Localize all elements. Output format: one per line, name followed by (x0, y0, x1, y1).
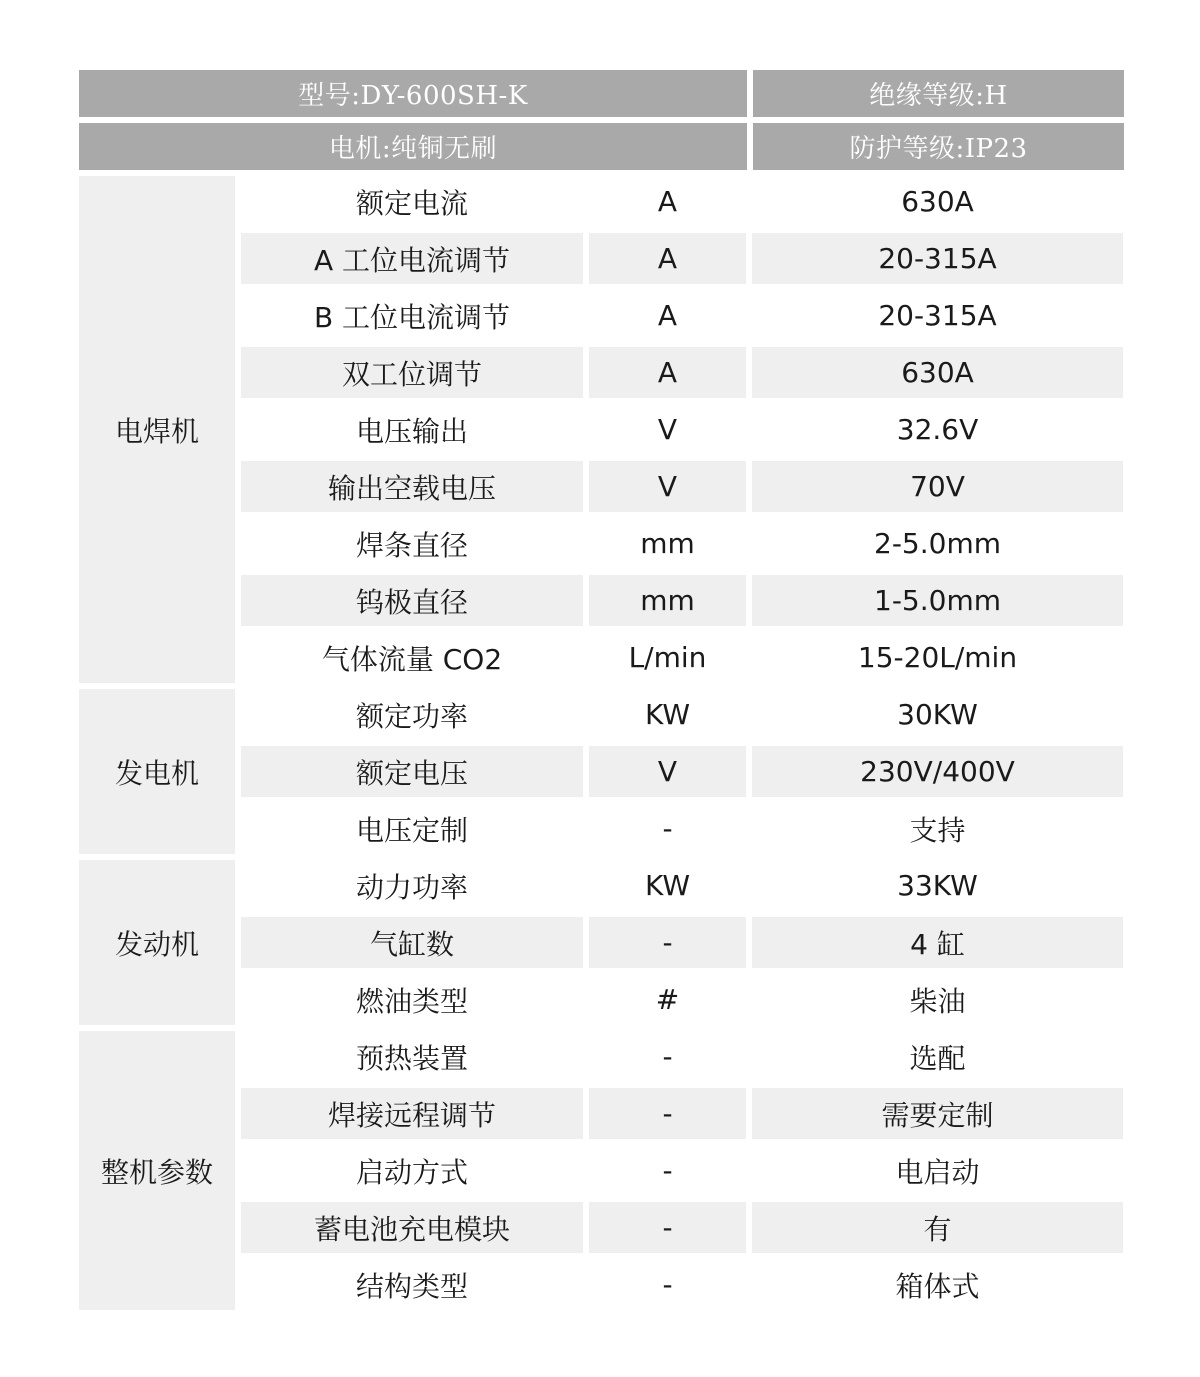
header-row-2 (79, 123, 1124, 170)
table-row (241, 974, 1124, 1025)
value-cell: 32.6V (896, 413, 979, 446)
value-cell: 柴油 (909, 984, 966, 1018)
value-cell: 支持 (909, 813, 966, 847)
value-cell: 有 (752, 1202, 1123, 1253)
group-name: 发动机 (79, 860, 235, 1025)
param-cell: 焊接远程调节 (241, 1088, 583, 1139)
unit-cell: mm (640, 527, 695, 560)
unit-cell: A (589, 347, 746, 398)
unit-cell: - (662, 1268, 673, 1301)
unit-cell: mm (589, 575, 746, 626)
param-cell: B 工位电流调节 (313, 300, 511, 334)
group-section (79, 689, 1124, 854)
table-body (79, 176, 1124, 1310)
table-row (241, 1088, 1124, 1139)
table-row (241, 290, 1124, 341)
value-cell: 选配 (909, 1041, 966, 1075)
table-row (241, 803, 1124, 854)
unit-cell: KW (644, 869, 691, 902)
table-row (241, 347, 1124, 398)
table-row (241, 746, 1124, 797)
table-row (241, 518, 1124, 569)
value-cell: 需要定制 (752, 1088, 1123, 1139)
param-cell: A 工位电流调节 (241, 233, 583, 284)
table-row (241, 233, 1124, 284)
model-header: 型号:DY-600SH-K (79, 70, 747, 117)
param-cell: 气缸数 (241, 917, 583, 968)
spec-table (79, 70, 1124, 1310)
param-cell: 额定电压 (241, 746, 583, 797)
value-cell: 20-315A (878, 299, 997, 332)
table-row (241, 689, 1124, 740)
param-cell: 蓄电池充电模块 (241, 1202, 583, 1253)
value-cell: 20-315A (752, 233, 1123, 284)
table-row (241, 1202, 1124, 1253)
unit-cell: V (589, 461, 746, 512)
value-cell: 230V/400V (752, 746, 1123, 797)
table-row (241, 1259, 1124, 1310)
header-row-1 (79, 70, 1124, 117)
group-section (79, 860, 1124, 1025)
group-name: 整机参数 (79, 1031, 235, 1310)
param-cell: 燃油类型 (355, 984, 468, 1018)
value-cell: 630A (901, 185, 974, 218)
param-cell: 预热装置 (355, 1041, 468, 1075)
param-cell: 额定电流 (355, 186, 468, 220)
unit-cell: - (662, 1154, 673, 1187)
motor-header: 电机:纯铜无刷 (79, 123, 747, 170)
table-row (241, 404, 1124, 455)
table-row (241, 1031, 1124, 1082)
unit-cell: L/min (628, 641, 707, 674)
unit-cell: V (589, 746, 746, 797)
value-cell: 70V (752, 461, 1123, 512)
table-row (241, 461, 1124, 512)
value-cell: 1-5.0mm (752, 575, 1123, 626)
param-cell: 额定功率 (355, 699, 468, 733)
param-cell: 启动方式 (355, 1155, 468, 1189)
unit-cell: A (657, 299, 678, 332)
value-cell: 2-5.0mm (874, 527, 1001, 560)
param-cell: 双工位调节 (241, 347, 583, 398)
unit-cell: # (655, 983, 680, 1016)
value-cell: 4 缸 (752, 917, 1123, 968)
param-cell: 电压定制 (355, 813, 468, 847)
unit-cell: V (657, 413, 678, 446)
unit-cell: - (662, 1040, 673, 1073)
unit-cell: A (589, 233, 746, 284)
value-cell: 33KW (897, 869, 978, 902)
value-cell: 电启动 (895, 1155, 980, 1189)
param-cell: 输出空载电压 (241, 461, 583, 512)
table-row (241, 860, 1124, 911)
group-rows (241, 1031, 1124, 1310)
group-section (79, 1031, 1124, 1310)
group-rows (241, 860, 1124, 1025)
param-cell: 结构类型 (355, 1269, 468, 1303)
unit-cell: - (589, 1202, 746, 1253)
unit-cell: KW (644, 698, 691, 731)
value-cell: 630A (752, 347, 1123, 398)
protection-header: 防护等级:IP23 (753, 123, 1124, 170)
table-row (241, 176, 1124, 227)
table-row (241, 1145, 1124, 1196)
group-rows (241, 689, 1124, 854)
param-cell: 焊条直径 (355, 528, 468, 562)
param-cell: 气体流量 CO2 (321, 642, 503, 676)
group-rows (241, 176, 1124, 683)
param-cell: 电压输出 (355, 414, 468, 448)
table-row (241, 632, 1124, 683)
table-row (241, 575, 1124, 626)
unit-cell: - (589, 1088, 746, 1139)
group-name: 发电机 (79, 689, 235, 854)
unit-cell: A (657, 185, 678, 218)
param-cell: 钨极直径 (241, 575, 583, 626)
insulation-header: 绝缘等级:H (753, 70, 1124, 117)
group-name: 电焊机 (79, 176, 235, 683)
group-section (79, 176, 1124, 683)
value-cell: 箱体式 (895, 1269, 980, 1303)
unit-cell: - (589, 917, 746, 968)
value-cell: 15-20L/min (857, 641, 1018, 674)
unit-cell: - (662, 812, 673, 845)
value-cell: 30KW (897, 698, 978, 731)
param-cell: 动力功率 (355, 870, 468, 904)
table-row (241, 917, 1124, 968)
